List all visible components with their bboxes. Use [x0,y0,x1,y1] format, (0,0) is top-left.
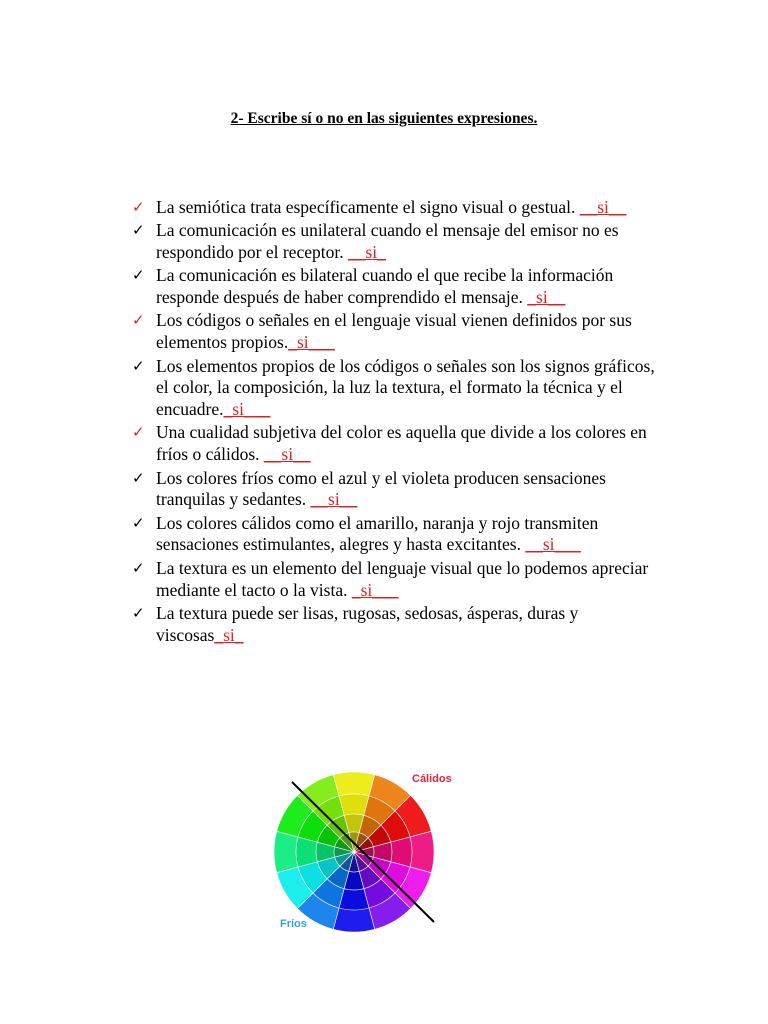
item-text: Una cualidad subjetiva del color es aquella que divide a los colores en fríos o cálidos. [156,422,647,465]
list-item [132,197,662,219]
check-icon: ✓ [132,423,145,442]
color-wheel [272,760,452,940]
check-icon: ✓ [132,198,145,216]
item-text: La comunicación es unilateral cuando el mensaje del emisor no es respondido por el receptor. [156,220,619,263]
check-icon: ✓ [132,468,145,487]
list-item [132,558,662,602]
list-item [132,422,662,466]
answer-blank[interactable]: _si__ [527,287,566,308]
check-icon: ✓ [132,603,145,622]
check-icon: ✓ [132,558,145,577]
list-item [132,220,662,264]
item-text: La semiótica trata específicamente el signo visual o gestual. [156,197,576,217]
answer-blank[interactable]: __si__ [579,197,627,217]
check-icon: ✓ [132,266,145,285]
check-icon: ✓ [132,311,145,330]
item-text: Los códigos o señales en el lenguaje visual vienen definidos por sus elementos propios. [156,310,632,353]
item-text: Los colores cálidos como el amarillo, naranja y rojo transmiten sensaciones estimulantes, alegres y hasta excitantes. [156,512,599,555]
list-item [132,310,662,354]
list-item [132,265,662,309]
answer-blank[interactable]: _si___ [288,332,335,353]
cool-label: Fríos [280,918,307,930]
item-text: La textura es un elemento del lenguaje visual que lo podemos apreciar mediante el tacto o la vista. [156,557,649,600]
check-icon: ✓ [132,221,145,240]
list-item [132,468,662,512]
answer-blank[interactable]: _si___ [223,399,271,420]
check-icon: ✓ [132,356,145,375]
answer-blank[interactable]: __si__ [310,489,358,510]
exercise-title: 2- Escribe sí o no en las siguientes expresiones. [230,110,538,127]
answer-blank[interactable]: _si_ [214,624,244,645]
answer-blank[interactable]: __si__ [263,444,311,465]
answer-blank[interactable]: __si___ [525,534,581,555]
color-wheel-rings [274,772,434,932]
item-text: La comunicación es bilateral cuando el que recibe la información responde después de haber comprendido el mensaje. [156,265,614,308]
item-text: Los elementos propios de los códigos o señales son los signos gráficos, el color, la composición, la luz la textura, el formato la técnica y el encuadre. [156,355,655,420]
exercise-list [132,197,662,648]
list-item [132,513,662,557]
item-text: Los colores fríos como el azul y el violeta producen sensaciones tranquilas y sedantes. [156,467,606,510]
list-item [132,603,662,647]
check-icon: ✓ [132,513,145,532]
list-item [132,356,662,421]
answer-blank[interactable]: __si_ [347,242,386,263]
answer-blank[interactable]: _si___ [351,579,399,600]
warm-label: Cálidos [412,773,452,785]
item-text: La textura puede ser lisas, rugosas, sedosas, ásperas, duras y viscosas [156,602,579,645]
